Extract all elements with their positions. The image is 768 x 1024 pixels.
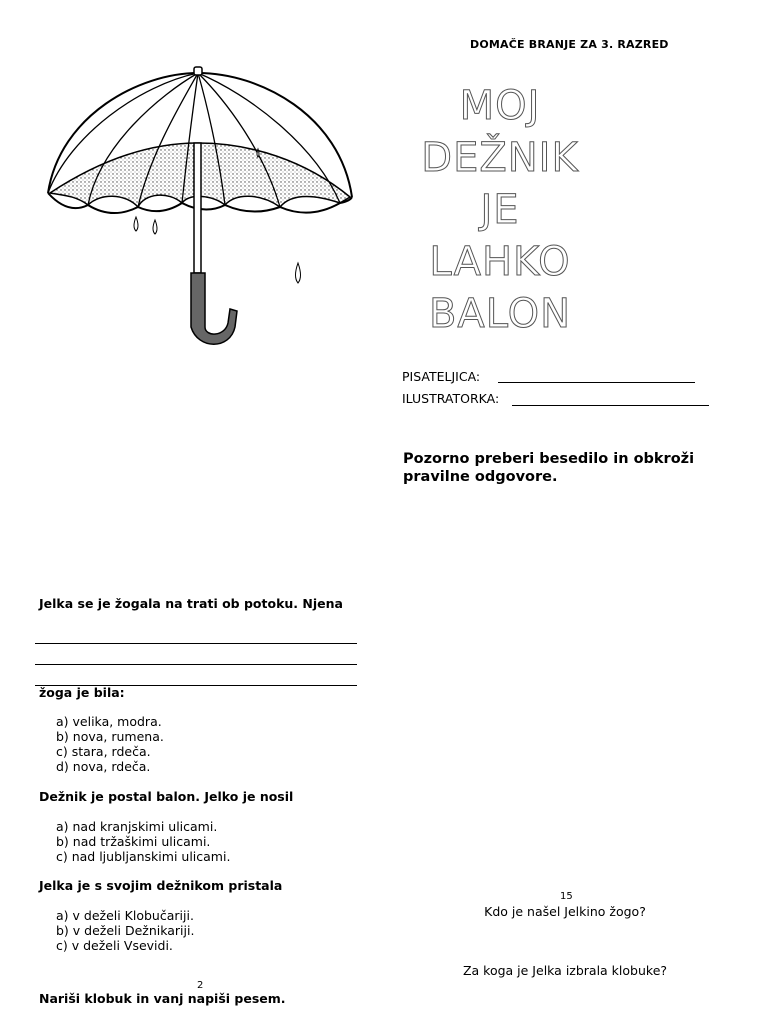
instruction-text: Pozorno preberi besedilo in obkroži pravilne odgovore. [403, 451, 695, 485]
answer-option[interactable]: b) nova, rumena. [56, 729, 164, 744]
answer-option[interactable]: a) nad kranjskimi ulicami. [56, 819, 218, 834]
answer-option[interactable]: d) nova, rdeča. [56, 759, 151, 774]
right-question: Za koga je Jelka izbrala klobuke? [462, 963, 668, 978]
question-1-text-part2: žoga je bila: [39, 685, 125, 700]
question-2-options [56, 819, 230, 864]
page-number-right: 15 [560, 891, 573, 902]
question-3-options [56, 908, 194, 953]
answer-line[interactable] [35, 664, 357, 665]
question-1-options [56, 714, 164, 774]
author-label: PISATELJICA: [402, 369, 481, 384]
answer-option[interactable]: a) v deželi Klobučariji. [56, 908, 194, 923]
author-answer-line[interactable] [498, 370, 695, 383]
illustrator-label: ILUSTRATORKA: [402, 391, 500, 406]
question-2-text: Dežnik je postal balon. Jelko je nosil [39, 789, 294, 804]
book-title-line: JE [480, 187, 520, 233]
answer-option[interactable]: c) nad ljubljanskimi ulicami. [56, 849, 231, 864]
book-title-line: MOJ [459, 83, 541, 129]
question-3-text: Jelka je s svojim dežnikom pristala [39, 878, 283, 893]
umbrella-illustration [40, 65, 360, 350]
right-question: Kdo je našel Jelkino žogo? [484, 904, 646, 919]
illustrator-answer-line[interactable] [512, 393, 709, 406]
illustrator-field [402, 391, 499, 406]
answer-option[interactable]: b) nad tržaškimi ulicami. [56, 834, 211, 849]
answer-option[interactable]: c) stara, rdeča. [56, 744, 151, 759]
document-header: DOMAČE BRANJE ZA 3. RAZRED [470, 38, 669, 51]
book-title-line: LAHKO [429, 239, 571, 285]
answer-option[interactable]: c) v deželi Vsevidi. [56, 938, 173, 953]
question-1-text-part1: Jelka se je žogala na trati ob potoku. Njena [39, 596, 343, 611]
book-title-line: DEŽNIK [421, 135, 579, 181]
book-title-line: BALON [428, 291, 572, 337]
page-number-left: 2 [197, 980, 204, 991]
answer-option[interactable]: a) velika, modra. [56, 714, 162, 729]
author-field [402, 369, 480, 384]
book-title [410, 80, 590, 340]
answer-line[interactable] [35, 643, 357, 644]
answer-option[interactable]: b) v deželi Dežnikariji. [56, 923, 195, 938]
drawing-task: Nariši klobuk in vanj napiši pesem. [39, 991, 286, 1006]
